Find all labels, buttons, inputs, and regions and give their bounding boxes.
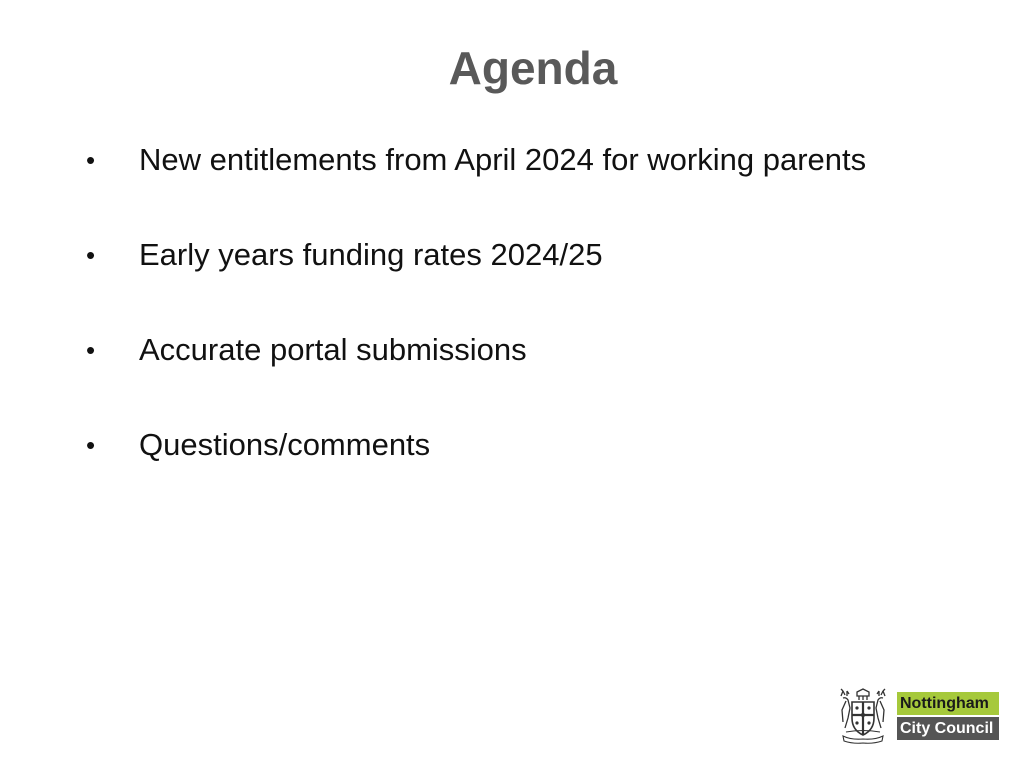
- slide-title: Agenda: [448, 42, 618, 94]
- list-item-text: Accurate portal submissions: [139, 332, 527, 367]
- logo-line-nottingham: Nottingham: [897, 692, 999, 715]
- bullet-marker: •: [86, 430, 96, 460]
- list-item-text: Early years funding rates 2024/25: [139, 237, 603, 272]
- bullet-marker: •: [86, 335, 96, 365]
- city-crest-icon: [835, 688, 891, 744]
- logo-line-city-council: City Council: [897, 717, 999, 740]
- bullet-marker: •: [86, 240, 96, 270]
- council-logo: [835, 688, 1001, 744]
- bullet-marker: •: [86, 145, 96, 175]
- list-item-text: New entitlements from April 2024 for working parents: [139, 142, 867, 177]
- list-item-text: Questions/comments: [139, 427, 431, 462]
